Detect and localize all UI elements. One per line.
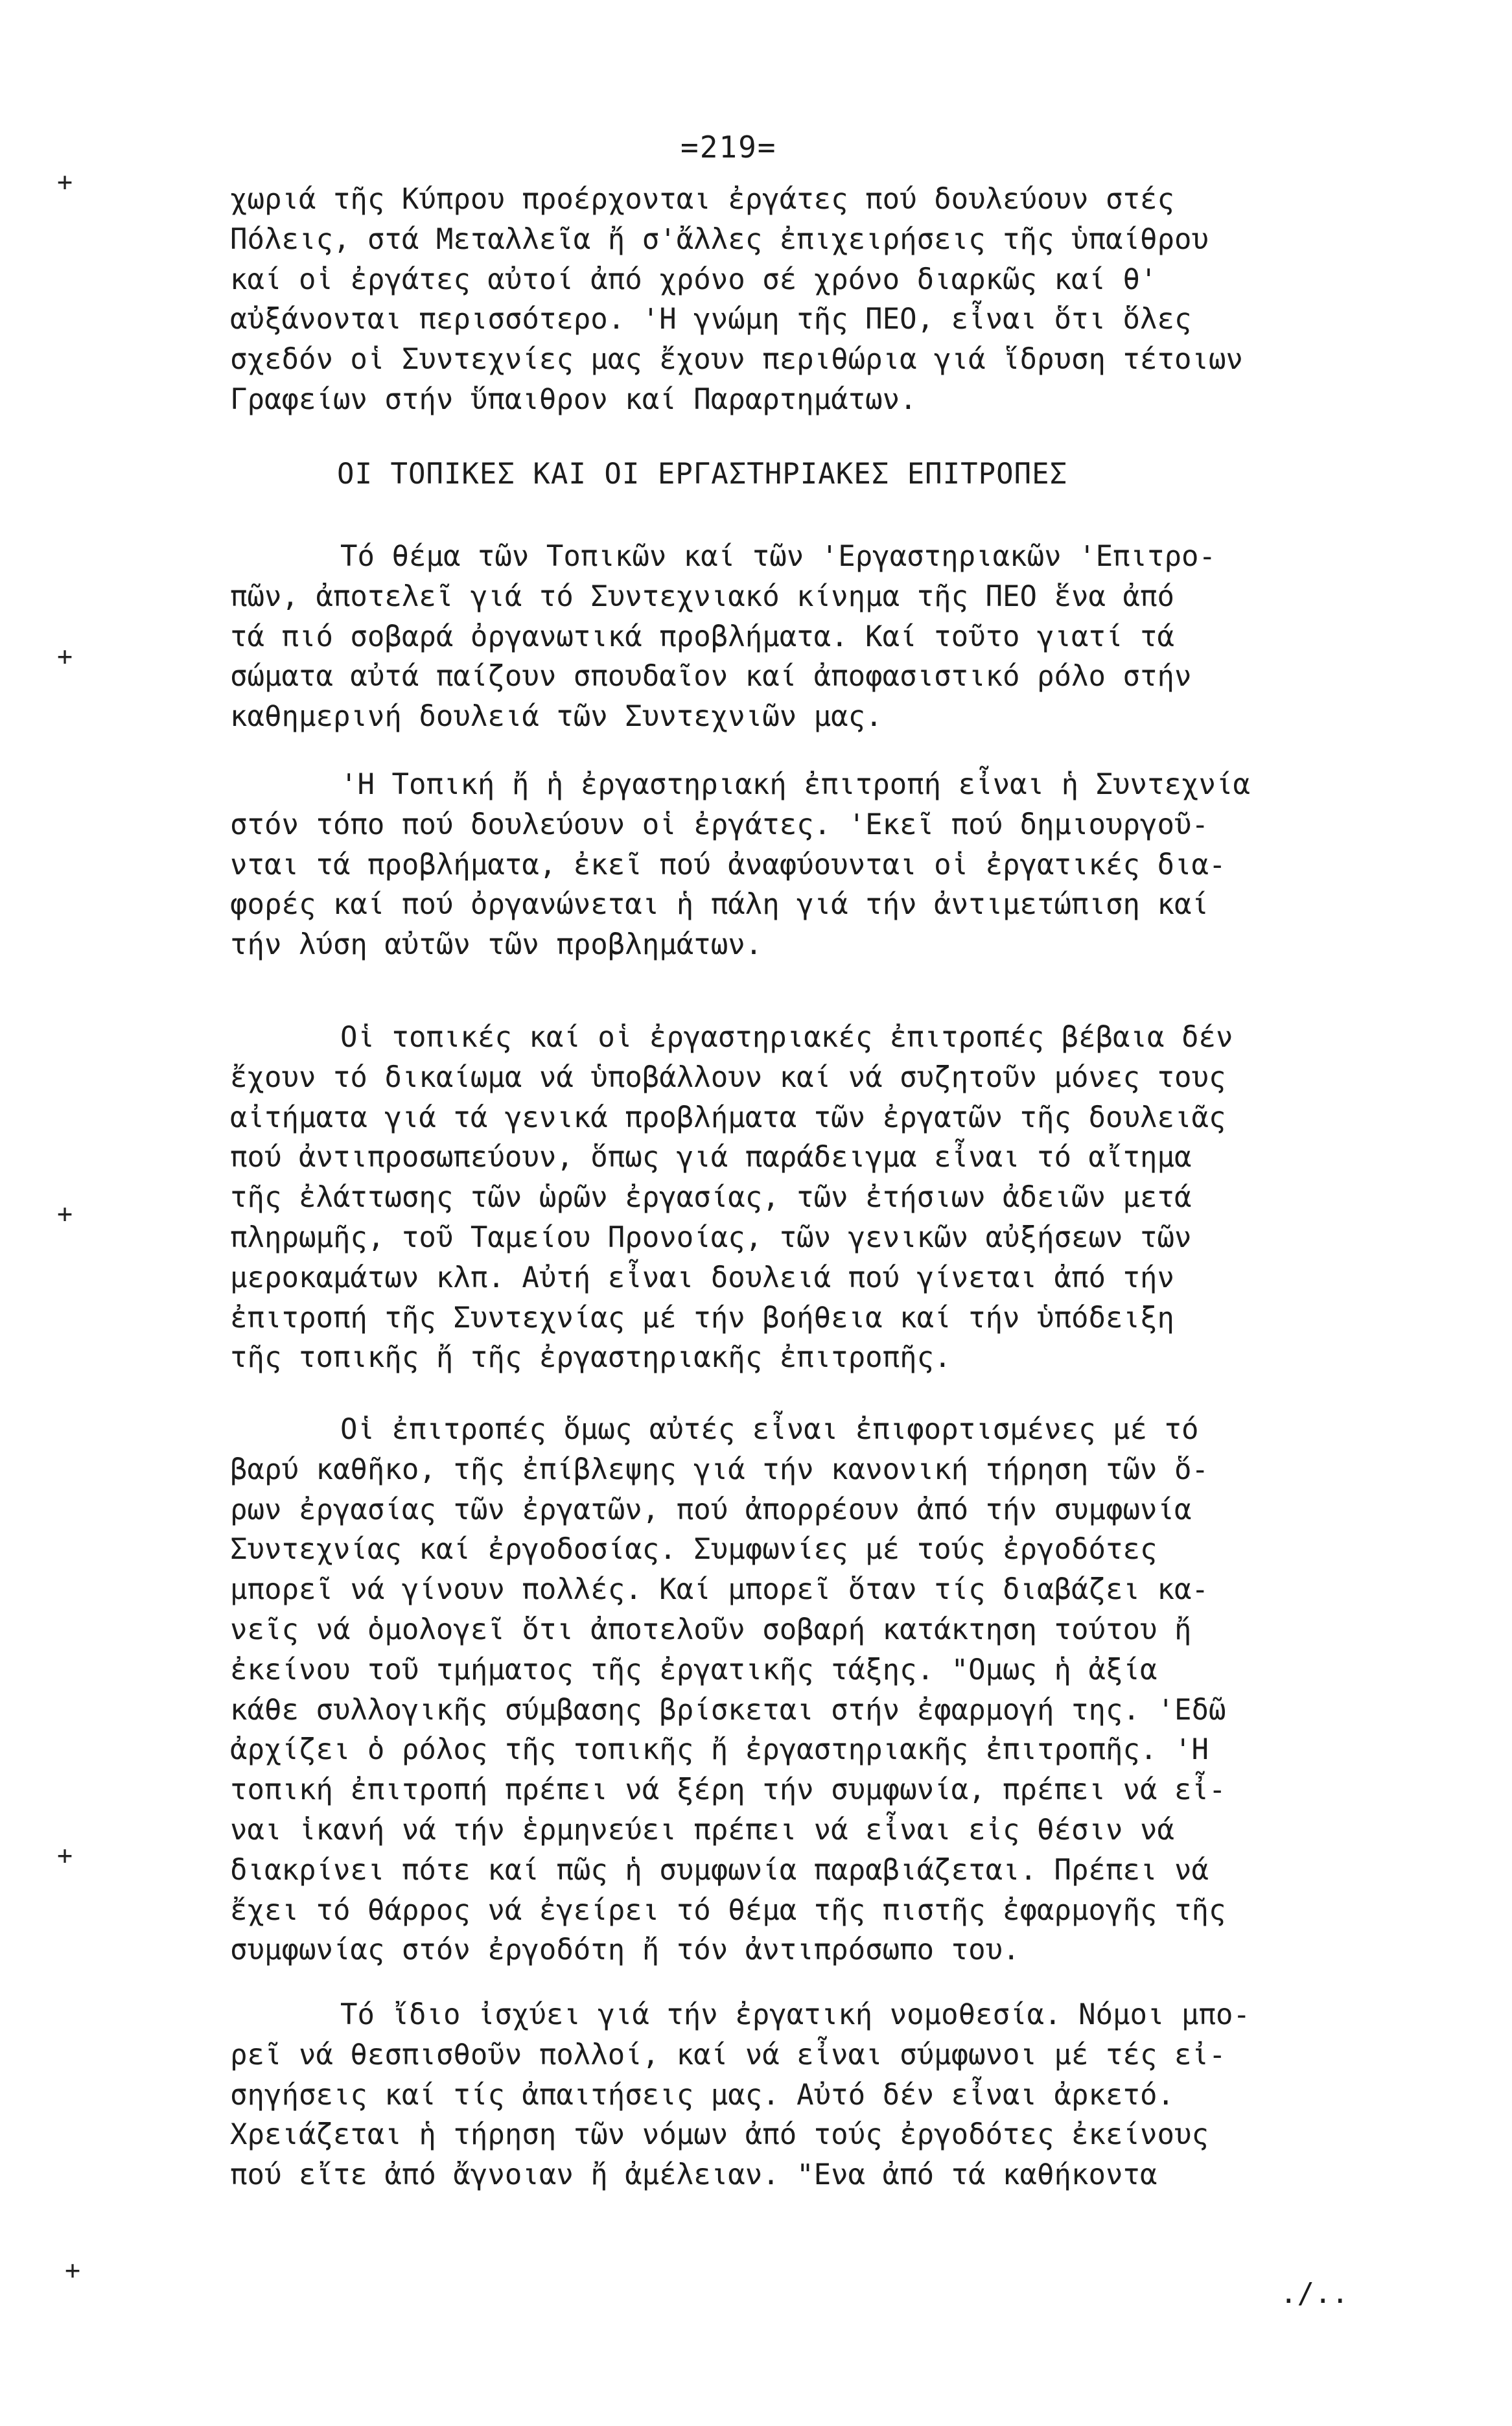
text-line: Συντεχνίας καί ἐργοδοσίας. Συμφωνίες μέ τούς ἐργοδότες	[230, 1533, 1157, 1567]
text-line: ἔχουν τό δικαίωμα νά ὑποβάλλουν καί νά συζητοῦν μόνες τους	[230, 1060, 1226, 1094]
text-line: πῶν, ἀποτελεῖ γιά τό Συντεχνιακό κίνημα τῆς ΠΕΟ ἕνα ἀπό	[230, 579, 1174, 613]
text-line: αὐξάνονται περισσότερο. 'Η γνώμη τῆς ΠΕΟ, εἶναι ὅτι ὅλες	[230, 303, 1192, 336]
text-line: μεροκαμάτων κλπ. Αὐτή εἶναι δουλειά πού γίνεται ἀπό τήν	[230, 1261, 1174, 1294]
margin-mark: +	[57, 1841, 73, 1871]
text-line: Τό ἴδιο ἰσχύει γιά τήν ἐργατική νομοθεσία. Νόμοι μπο-	[340, 1998, 1250, 2031]
text-line: σώματα αὐτά παίζουν σπουδαῖον καί ἀποφασιστικό ρόλο στήν	[230, 660, 1192, 694]
paragraph-duties	[230, 1410, 1461, 1970]
text-line: τῆς τοπικῆς ἤ τῆς ἐργαστηριακῆς ἐπιτροπῆς.	[230, 1341, 951, 1375]
text-line: κάθε συλλογικῆς σύμβασης βρίσκεται στήν ἐφαρμογή της. 'Εδῶ	[230, 1693, 1226, 1727]
text-line: ἐκείνου τοῦ τμήματος τῆς ἐργατικῆς τάξης. "Ομως ἡ ἀξία	[230, 1653, 1157, 1686]
text-line: μπορεῖ νά γίνουν πολλές. Καί μπορεῖ ὅταν τίς διαβάζει κα-	[230, 1573, 1209, 1607]
text-line: ρεῖ νά θεσπισθοῦν πολλοί, καί νά εἶναι σύμφωνοι μέ τές εἰ-	[230, 2038, 1226, 2071]
paragraph-local-committee	[230, 765, 1461, 965]
text-line: πληρωμῆς, τοῦ Ταμείου Προνοίας, τῶν γενικῶν αὐξήσεων τῶν	[230, 1220, 1192, 1254]
paragraph-rights	[230, 1018, 1461, 1378]
text-line: βαρύ καθῆκο, τῆς ἐπίβλεψης γιά τήν κανονική τήρηση τῶν ὅ-	[230, 1452, 1209, 1486]
margin-mark: +	[57, 167, 73, 197]
text-line: τῆς ἐλάττωσης τῶν ὡρῶν ἐργασίας, τῶν ἐτήσιων ἀδειῶν μετά	[230, 1181, 1192, 1215]
text-line: ἐπιτροπή τῆς Συντεχνίας μέ τήν βοήθεια καί τήν ὑπόδειξη	[230, 1301, 1174, 1335]
margin-mark: +	[65, 2256, 81, 2285]
text-line: τήν λύση αὐτῶν τῶν προβλημάτων.	[230, 928, 763, 962]
paragraph-intro	[230, 180, 1461, 420]
text-line: πού ἀντιπροσωπεύουν, ὅπως γιά παράδειγμα εἶναι τό αἴτημα	[230, 1141, 1192, 1174]
text-line: στόν τόπο πού δουλεύουν οἱ ἐργάτες. 'Εκεῖ πού δημιουργοῦ-	[230, 808, 1209, 841]
text-line: Τό θέμα τῶν Τοπικῶν καί τῶν 'Εργαστηριακῶν 'Επιτρο-	[340, 540, 1216, 573]
paragraph-topic	[230, 537, 1461, 737]
section-heading: ΟΙ ΤΟΠΙΚΕΣ ΚΑΙ ΟΙ ΕΡΓΑΣΤΗΡΙΑΚΕΣ ΕΠΙΤΡΟΠΕΣ	[337, 458, 1068, 491]
text-line: Πόλεις, στά Μεταλλεῖα ἤ σ'ἄλλες ἐπιχειρήσεις τῆς ὑπαίθρου	[230, 222, 1209, 256]
text-line: Οἱ ἐπιτροπές ὅμως αὐτές εἶναι ἐπιφορτισμένες μέ τό	[340, 1413, 1199, 1446]
text-line: 'Η Τοπική ἤ ἡ ἐργαστηριακή ἐπιτροπή εἶναι ἡ Συντεχνία	[340, 768, 1250, 801]
text-line: Οἱ τοπικές καί οἱ ἐργαστηριακές ἐπιτροπές βέβαια δέν	[340, 1021, 1233, 1054]
text-line: καθημερινή δουλειά τῶν Συντεχνιῶν μας.	[230, 700, 883, 734]
text-line: φορές καί πού ὀργανώνεται ἡ πάλη γιά τήν ἀντιμετώπιση καί	[230, 888, 1209, 922]
page-number: =219=	[680, 130, 777, 165]
text-line: νται τά προβλήματα, ἐκεῖ πού ἀναφύουνται οἱ ἐργατικές δια-	[230, 848, 1226, 881]
text-line: τοπική ἐπιτροπή πρέπει νά ξέρη τήν συμφωνία, πρέπει νά εἶ-	[230, 1773, 1226, 1807]
text-line: χωριά τῆς Κύπρου προέρχονται ἐργάτες πού δουλεύουν στές	[230, 183, 1174, 216]
margin-mark: +	[57, 1199, 73, 1229]
text-line: ἀρχίζει ὁ ρόλος τῆς τοπικῆς ἤ ἐργαστηριακῆς ἐπιτροπῆς. 'Η	[230, 1733, 1209, 1767]
text-line: ἔχει τό θάρρος νά ἐγείρει τό θέμα τῆς πιστῆς ἐφαρμογῆς τῆς	[230, 1893, 1226, 1927]
text-line: ρων ἐργασίας τῶν ἐργατῶν, πού ἀπορρέουν ἀπό τήν συμφωνία	[230, 1493, 1192, 1526]
text-line: σχεδόν οἱ Συντεχνίες μας ἔχουν περιθώρια γιά ἵδρυση τέτοιων	[230, 343, 1243, 377]
continuation-mark: ./..	[1280, 2277, 1349, 2310]
text-line: πού εἴτε ἀπό ἄγνοιαν ἤ ἀμέλειαν. "Ενα ἀπό τά καθήκοντα	[230, 2158, 1157, 2192]
text-line: συμφωνίας στόν ἐργοδότη ἤ τόν ἀντιπρόσωπο του.	[230, 1933, 1020, 1967]
paragraph-legislation	[230, 1995, 1461, 2195]
text-line: αἰτήματα γιά τά γενικά προβλήματα τῶν ἐργατῶν τῆς δουλειᾶς	[230, 1101, 1226, 1134]
text-line: διακρίνει πότε καί πῶς ἡ συμφωνία παραβιάζεται. Πρέπει νά	[230, 1853, 1209, 1887]
text-line: καί οἱ ἐργάτες αὐτοί ἀπό χρόνο σέ χρόνο διαρκῶς καί θ'	[230, 262, 1157, 296]
text-line: Χρειάζεται ἡ τήρηση τῶν νόμων ἀπό τούς ἐργοδότες ἐκείνους	[230, 2118, 1209, 2152]
text-line: σηγήσεις καί τίς ἀπαιτήσεις μας. Αὐτό δέν εἶναι ἀρκετό.	[230, 2078, 1174, 2112]
text-line: Γραφείων στήν ὕπαιθρον καί Παραρτημάτων.	[230, 382, 917, 416]
text-line: νεῖς νά ὁμολογεῖ ὅτι ἀποτελοῦν σοβαρή κατάκτηση τούτου ἤ	[230, 1613, 1192, 1646]
text-line: τά πιό σοβαρά ὀργανωτικά προβλήματα. Καί τοῦτο γιατί τά	[230, 620, 1174, 653]
margin-mark: +	[57, 642, 73, 671]
text-line: ναι ἱκανή νά τήν ἑρμηνεύει πρέπει νά εἶναι εἰς θέσιν νά	[230, 1813, 1174, 1847]
